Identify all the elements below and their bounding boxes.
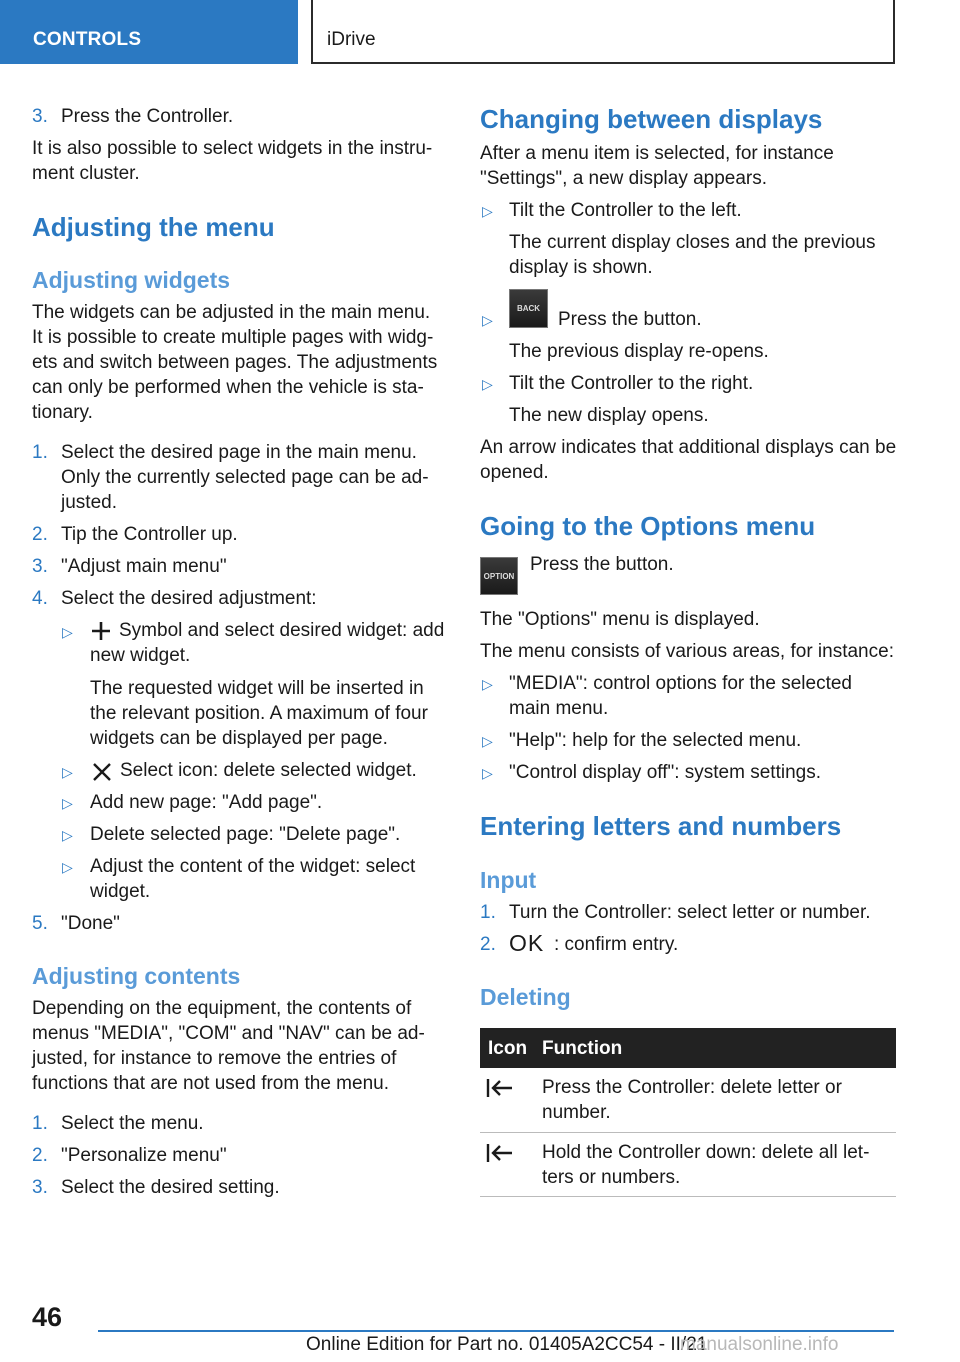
paragraph-line: It is possible to create multiple pages with widg- [32,327,434,348]
list-number: 5. [32,913,48,934]
list-item-line: Select the desired page in the main menu. [61,442,417,463]
list-item-line: Turn the Controller: select letter or number. [509,902,871,923]
column-header-icon: Icon [488,1038,528,1059]
list-item-line: Select icon: delete selected widget. [120,760,417,781]
list-item-line: new widget. [90,645,191,666]
paragraph-line: ets and switch between pages. The adjustments [32,352,438,373]
chapter-tab [311,0,895,64]
list-item-line: Symbol and select desired widget: add [119,620,445,641]
list-number: 1. [32,1113,48,1134]
heading-adjusting-widgets: Adjusting widgets [32,267,231,293]
table-cell-line: Press the Controller: delete letter or [542,1077,842,1098]
bullet-triangle-icon: ▷ [62,859,73,875]
list-item-line: Adjust the content of the widget: select [90,856,416,877]
note-line: display is shown. [509,257,653,278]
paragraph-line: After a menu item is selected, for instance [480,143,834,164]
paragraph-line: It is also possible to select widgets in the instru- [32,138,433,159]
list-item-line: Tip the Controller up. [61,524,238,545]
bullet-triangle-icon: ▷ [62,795,73,811]
paragraph-line: The widgets can be adjusted in the main menu. [32,302,431,323]
heading-input: Input [480,867,537,893]
list-number: 2. [32,1145,48,1166]
paragraph-line: Press the button. [530,554,674,575]
table-divider [480,1132,896,1133]
paragraph-line: justed, for instance to remove the entries of [32,1048,397,1069]
list-item-line: "Done" [61,913,120,934]
table-cell-line: Hold the Controller down: delete all let- [542,1142,870,1163]
list-item-line: Add new page: "Add page". [90,792,323,813]
list-item-line: "MEDIA": control options for the selected [509,673,852,694]
list-item-line: main menu. [509,698,609,719]
section-title: CONTROLS [33,29,142,50]
list-item-line: widget. [90,881,151,902]
list-item-line: Tilt the Controller to the left. [509,200,742,221]
list-item-line: Delete selected page: "Delete page". [90,824,401,845]
option-button-image [480,557,518,595]
plus-icon [90,620,114,644]
bullet-triangle-icon: ▷ [62,624,73,640]
bullet-triangle-icon: ▷ [482,765,493,781]
list-item-line: Select the desired setting. [61,1177,280,1198]
list-number: 3. [32,556,48,577]
list-item-line: : confirm entry. [554,934,679,955]
paragraph-line: An arrow indicates that additional displays can be [480,437,897,458]
note-line: The new display opens. [509,405,709,426]
section-tab [0,0,298,64]
note-line: widgets can be displayed per page. [90,728,388,749]
close-icon [91,761,113,783]
table-header [480,1028,896,1068]
table-divider [480,1196,896,1197]
list-item-line: "Personalize menu" [61,1145,227,1166]
paragraph-line: ment cluster. [32,163,140,184]
paragraph-line: The menu consists of various areas, for instance: [480,641,894,662]
bullet-triangle-icon: ▷ [482,312,493,328]
list-item-line: Press the button. [558,309,702,330]
paragraph-line: Depending on the equipment, the contents of [32,998,412,1019]
bullet-triangle-icon: ▷ [482,203,493,219]
heading-deleting: Deleting [480,984,571,1010]
option-button-label: OPTION [483,571,515,581]
list-number: 2. [480,934,496,955]
footer-divider [98,1330,894,1332]
table-cell-line: ters or numbers. [542,1167,681,1188]
paragraph-line: menus "MEDIA", "COM" and "NAV" can be ad- [32,1023,425,1044]
list-item-line: justed. [61,492,117,513]
list-number: 3. [32,1177,48,1198]
back-button-image [509,289,548,328]
note-line: The current display closes and the previous [509,232,876,253]
bullet-triangle-icon: ▷ [482,676,493,692]
bullet-triangle-icon: ▷ [62,827,73,843]
bullet-triangle-icon: ▷ [482,376,493,392]
paragraph-line: can only be performed when the vehicle is sta- [32,377,424,398]
ok-icon: OK [509,930,545,956]
heading-options-menu: Going to the Options menu [480,511,816,541]
chapter-title: iDrive [327,29,376,50]
paragraph-line: The "Options" menu is displayed. [480,609,760,630]
list-item-line: Select the menu. [61,1113,204,1134]
paragraph-line: opened. [480,462,549,483]
list-item-line: "Adjust main menu" [61,556,227,577]
list-number: 1. [32,442,48,463]
list-item-line: Only the currently selected page can be ad- [61,467,429,488]
paragraph-line: tionary. [32,402,93,423]
paragraph-line: functions that are not used from the menu. [32,1073,389,1094]
delete-arrow-icon [485,1077,515,1099]
page-number: 46 [32,1302,63,1332]
list-item-line: "Help": help for the selected menu. [509,730,802,751]
note-line: the relevant position. A maximum of four [90,703,428,724]
bullet-triangle-icon: ▷ [482,733,493,749]
heading-changing-displays: Changing between displays [480,104,823,134]
list-number: 4. [32,588,48,609]
note-line: The previous display re-opens. [509,341,769,362]
bullet-triangle-icon: ▷ [62,764,73,780]
list-item-line: Tilt the Controller to the right. [509,373,754,394]
back-button-label: BACK [516,304,541,313]
footer-edition: Online Edition for Part no. 01405A2CC54 - II/21 [306,1334,708,1355]
list-item: Press the Controller. [61,106,234,127]
paragraph-line: "Settings", a new display appears. [480,168,768,189]
list-item-line: "Control display off": system settings. [509,762,821,783]
heading-adjusting-menu: Adjusting the menu [32,212,275,242]
note-line: The requested widget will be inserted in [90,678,424,699]
heading-adjusting-contents: Adjusting contents [32,963,241,989]
table-cell-line: number. [542,1102,611,1123]
heading-letters-numbers: Entering letters and numbers [480,811,842,841]
list-number: 3. [32,106,48,127]
list-number: 2. [32,524,48,545]
list-number: 1. [480,902,496,923]
list-item-line: Select the desired adjustment: [61,588,317,609]
delete-arrow-icon [485,1142,515,1164]
column-header-function: Function [542,1038,623,1059]
watermark: manualsonline.info [680,1334,839,1355]
